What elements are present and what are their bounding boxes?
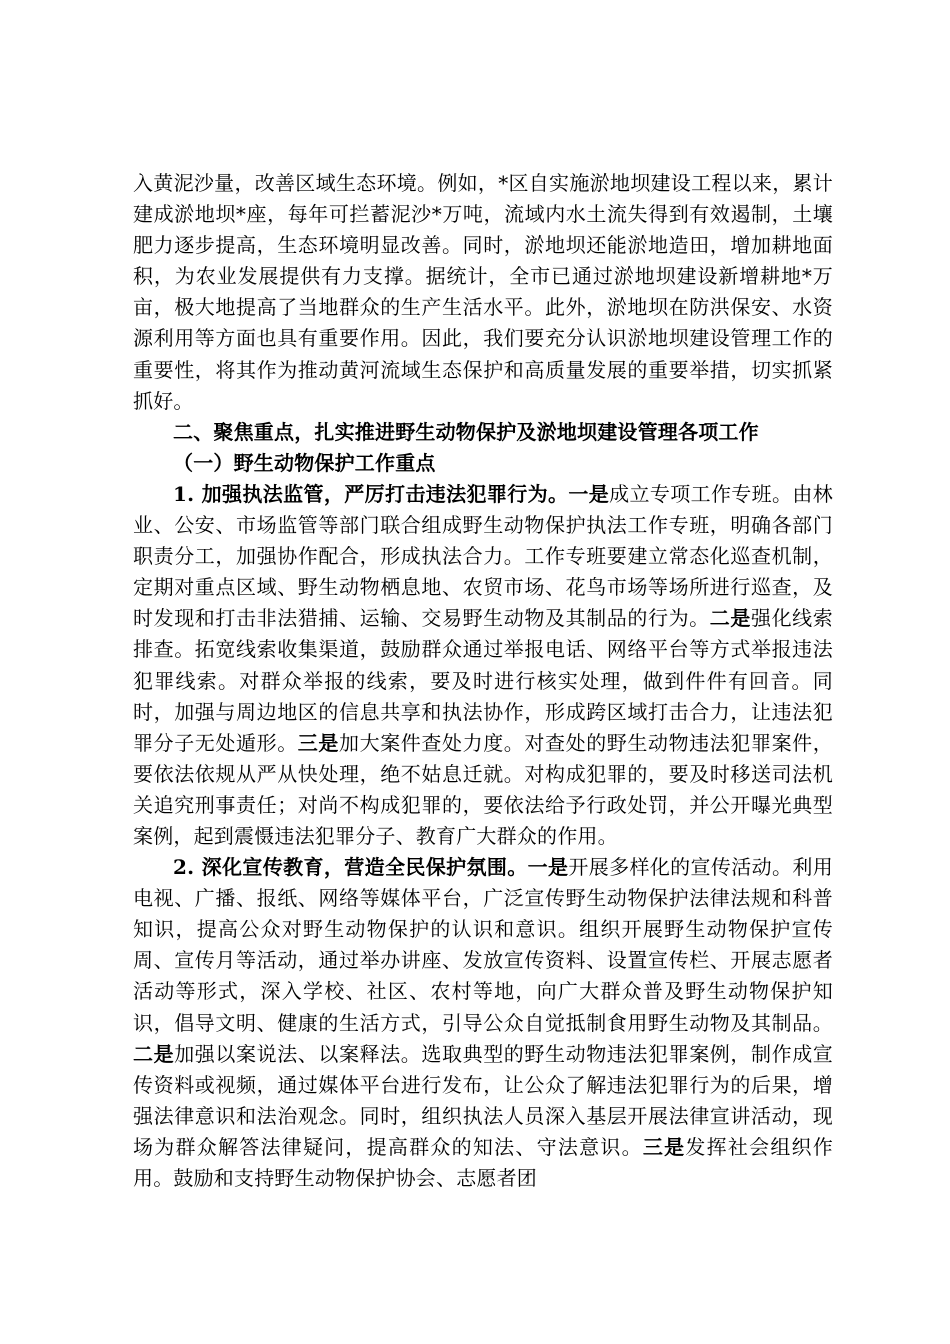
point-keyword: 一是 <box>527 855 569 880</box>
point-keyword: 一是 <box>568 481 610 506</box>
body-paragraph <box>133 479 833 852</box>
point-keyword: 三是 <box>642 1134 686 1159</box>
subsection-heading: （一）野生动物保护工作重点 <box>173 450 436 475</box>
section-heading: 二、聚焦重点，扎实推进野生动物保护及淤地坝建设管理各项工作 <box>173 419 759 444</box>
body-paragraph <box>133 852 833 1194</box>
point-text: 加大案件查处力度。对查处的野生动物违法犯罪案件，要依法依规从严从快处理，绝不姑息迁就。对构成犯罪的，要及时移送司法机关追究刑事责任；对尚不构成犯罪的，要依法给予行政处罚，并公开曝光典型案例，起到震慑违法犯罪分子、教育广大群众的作用。 <box>133 730 833 848</box>
point-keyword: 二是 <box>133 1041 175 1066</box>
point-text: 开展多样化的宣传活动。利用电视、广播、报纸、网络等媒体平台，广泛宣传野生动物保护法律法规和科普知识，提高公众对野生动物保护的认识和意识。组织开展野生动物保护宣传周、宣传月等活动，通过举办讲座、发放宣传资料、设置宣传栏、开展志愿者活动等形式，深入学校、社区、农村等地，向广大群众普及野生动物保护知识，倡导文明、健康的生活方式，引导公众自觉抵制食用野生动物及其制品。 <box>133 855 833 1035</box>
document-page <box>133 168 833 1194</box>
point-keyword: 三是 <box>297 730 339 755</box>
point-text: 强化线索排查。拓宽线索收集渠道，鼓励群众通过举报电话、网络平台等方式举报违法犯罪线索。对群众举报的线索，要及时进行核实处理，做到件件有回音。同时，加强与周边地区的信息共享和执法协作，形成跨区域打击合力，让违法犯罪分子无处遁形。 <box>133 606 833 755</box>
point-text: 成立专项工作专班。由林业、公安、市场监管等部门联合组成野生动物保护执法工作专班，明确各部门职责分工，加强协作配合，形成执法合力。工作专班要建立常态化巡查机制，定期对重点区域、野生动物栖息地、农贸市场、花鸟市场等场所进行巡查，及时发现和打击非法猎捕、运输、交易野生动物及其制品的行为。 <box>133 481 834 631</box>
point-text: 加强以案说法、以案释法。选取典型的野生动物违法犯罪案例，制作成宣传资料或视频，通过媒体平台进行发布，让公众了解违法犯罪行为的后果，增强法律意识和法治观念。同时，组织执法人员深入基层开展法律宣讲活动，现场为群众解答法律疑问，提高群众的知法、守法意识。 <box>133 1041 833 1159</box>
item-title: 1. 加强执法监管，严厉打击违法犯罪行为。 <box>173 481 569 506</box>
point-keyword: 二是 <box>709 606 751 631</box>
point-text: 发挥社会组织作用。鼓励和支持野生动物保护协会、志愿者团 <box>133 1134 834 1190</box>
item-title: 2. 深化宣传教育，营造全民保护氛围。 <box>173 855 528 880</box>
body-paragraph: 入黄泥沙量，改善区域生态环境。例如，*区自实施淤地坝建设工程以来，累计建成淤地坝*座，每年可拦蓄泥沙*万吨，流域内水土流失得到有效遏制，土壤肥力逐步提高，生态环境明显改善。同时，淤地坝还能淤地造田，增加耕地面积，为农业发展提供有力支撑。据统计，全市已通过淤地坝建设新增耕地*万亩，极大地提高了当地群众的生产生活水平。此外，淤地坝在防洪保安、水资源利用等方面也具有重要作用。因此，我们要充分认识淤地坝建设管理工作的重要性，将其作为推动黄河流域生态保护和高质量发展的重要举措，切实抓紧抓好。 <box>133 171 833 413</box>
